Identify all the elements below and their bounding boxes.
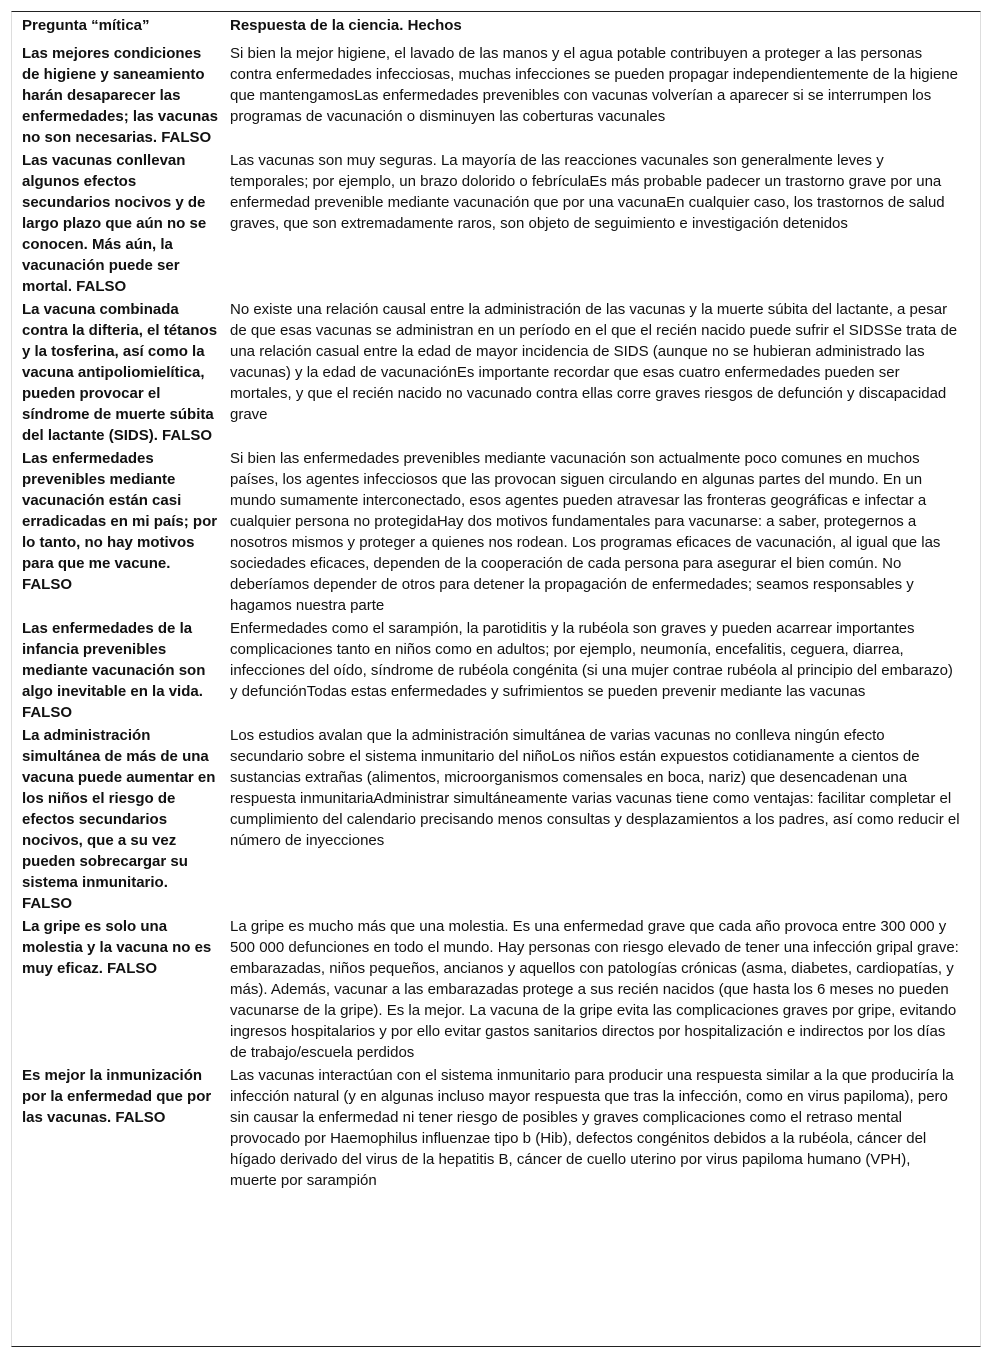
myth-question: Las vacunas conllevan algunos efectos secundarios nocivos y de largo plazo que aún no se conocen. Más aún, la vacunación puede ser mortal. FALSO — [22, 152, 207, 295]
myth-question: Es mejor la inmunización por la enfermedad que por las vacunas. FALSO — [22, 1067, 212, 1126]
table-row — [11, 617, 981, 724]
table-row — [11, 724, 981, 915]
myth-question: La vacuna combinada contra la difteria, el tétanos y la tosferina, así como la vacuna antipoliomielítica, pueden provocar el síndrome de muerte súbita del lactante (SIDS). FALSO — [22, 301, 218, 444]
science-answer: Las vacunas son muy seguras. La mayoría de las reacciones vacunales son generalmente leves y temporales; por ejemplo, un brazo dolorido o febrículaEs más probable padecer un trastorno grave por una enfermedad prevenible mediante vacunación que por una vacunaEn cualquier caso, los trastornos de salud graves, que son extremadamente raros, son objeto de seguimiento e investigación detenidos — [230, 152, 945, 232]
table-row — [11, 1064, 981, 1192]
table-row — [11, 298, 981, 447]
table-row — [11, 447, 981, 617]
myth-question: Las enfermedades prevenibles mediante vacunación están casi erradicadas en mi país; por lo tanto, no hay motivos para que me vacune. FALSO — [22, 450, 218, 593]
science-answer: No existe una relación causal entre la administración de las vacunas y la muerte súbita del lactante, a pesar de que esas vacunas se administran en un período en el que el recién nacido puede sufrir el SIDSSe trata de una relación casual entre la edad de mayor incidencia de SIDS (aunque no se hubieran administrado las vacunas) y la edad de vacunaciónEs importante recordar que esas cuatro enfermedades pueden ser mortales, y que el recién nacido no vacunado contra ellas corre graves riesgos de defunción y discapacidad grave — [230, 301, 958, 423]
science-answer: La gripe es mucho más que una molestia. Es una enfermedad grave que cada año provoca entre 300 000 y 500 000 defunciones en todo el mundo. Hay personas con riesgo elevado de tener una infección gripal grave: embarazadas, niños pequeños, ancianos y aquellos con patologías crónicas (asma, diabetes, cardiopatías, y más). Además, vacunar a las embarazadas protege a sus recién nacidos (que hasta los 6 meses no pueden vacunarse de la gripe). Es la mejor. La vacuna de la gripe evita las complicaciones graves por gripe, evitando ingresos hospitalarios y por ello evitar gastos sanitarios directos por hospitalización e indirectos por los días de trabajo/escuela perdidos — [230, 918, 959, 1061]
table-header-row — [11, 14, 981, 42]
science-answer: Las vacunas interactúan con el sistema inmunitario para producir una respuesta similar a la que produciría la infección natural (y en algunas incluso mayor respuesta que tras la infección, como en virus papiloma), pero sin causar la enfermedad ni tener riesgo de posibles y graves complicaciones como el retraso mental provocado por Haemophilus influenzae tipo b (Hib), defectos congénitos debidos a la rubéola, cáncer del hígado derivado del virus de la hepatitis B, cáncer de cuello uterino por virus papiloma humano (VPH), muerte por sarampión — [230, 1067, 954, 1189]
header-answer: Respuesta de la ciencia. Hechos — [230, 17, 462, 34]
table-row — [11, 915, 981, 1064]
myth-question: Las enfermedades de la infancia prevenibles mediante vacunación son algo inevitable en la vida. FALSO — [22, 620, 206, 721]
myth-question: Las mejores condiciones de higiene y saneamiento harán desaparecer las enfermedades; las vacunas no son necesarias. FALSO — [22, 45, 218, 146]
myths-table — [11, 14, 981, 1192]
science-answer: Los estudios avalan que la administración simultánea de varias vacunas no conlleva ningún efecto secundario sobre el sistema inmunitario del niñoLos niños están expuestos cotidianamente a cientos de sustancias extrañas (alimentos, microorganismos comensales en boca, nariz) que desencadenan una respuesta inmunitariaAdministrar simultáneamente varias vacunas tiene como ventajas: facilitar completar el cumplimiento del calendario precisando menos consultas y desplazamientos a los padres, así como reducir el número de inyecciones — [230, 727, 960, 849]
header-question: Pregunta “mítica” — [22, 17, 150, 34]
science-answer: Si bien las enfermedades prevenibles mediante vacunación son actualmente poco comunes en muchos países, los agentes infecciosos que las provocan siguen circulando en algunas partes del mundo. En un mundo sumamente interconectado, esos agentes pueden atravesar las fronteras geográficas e infectar a cualquier persona no protegidaHay dos motivos fundamentales para vacunarse: a saber, protegernos a nosotros mismos y proteger a quienes nos rodean. Los programas eficaces de vacunación, al igual que las sociedades eficaces, dependen de la cooperación de cada persona para asegurar el bien común. No deberíamos depender de otros para detener la propagación de enfermedades; seamos responsables y hagamos nuestra parte — [230, 450, 941, 614]
myth-question: La gripe es solo una molestia y la vacuna no es muy eficaz. FALSO — [22, 918, 212, 977]
science-answer: Enfermedades como el sarampión, la parotiditis y la rubéola son graves y pueden acarrear importantes complicaciones tanto en niños como en adultos; por ejemplo, neumonía, encefalitis, ceguera, diarrea, infecciones del oído, síndrome de rubéola congénita (si una mujer contrae rubéola al principio del embarazo) y defunciónTodas estas enfermedades y sufrimientos se pueden prevenir mediante las vacunas — [230, 620, 953, 700]
myth-question: La administración simultánea de más de una vacuna puede aumentar en los niños el riesgo de efectos secundarios nocivos, que a su vez pueden sobrecargar su sistema inmunitario. FALSO — [22, 727, 216, 912]
table-row — [11, 149, 981, 298]
table-row — [11, 42, 981, 149]
science-answer: Si bien la mejor higiene, el lavado de las manos y el agua potable contribuyen a proteger a las personas contra enfermedades infecciosas, muchas infecciones se pueden propagar independientemente de la higiene que mantengamosLas enfermedades prevenibles con vacunas volverían a aparecer si se interrumpen los programas de vacunación o disminuyen las coberturas vacunales — [230, 45, 958, 125]
